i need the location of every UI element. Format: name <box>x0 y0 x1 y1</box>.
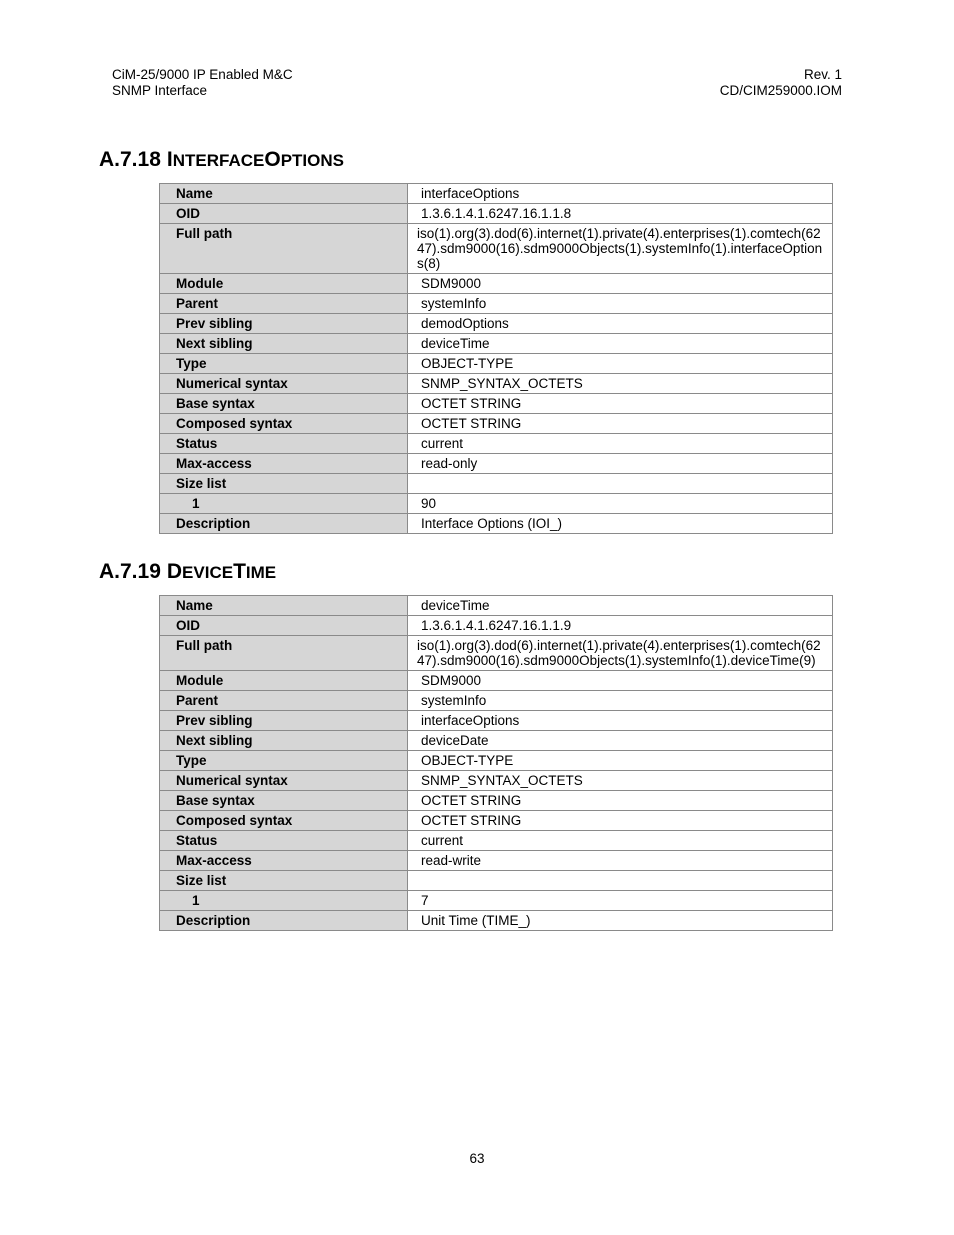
table-row <box>160 871 833 891</box>
table-row <box>160 596 833 616</box>
table-row <box>160 474 833 494</box>
property-value: OCTET STRING <box>408 811 833 831</box>
property-value: SDM9000 <box>408 671 833 691</box>
property-value: 90 <box>408 494 833 514</box>
table-row <box>160 691 833 711</box>
section-heading <box>99 560 276 584</box>
property-name: Base syntax <box>160 394 408 414</box>
property-name: Type <box>160 354 408 374</box>
property-value <box>408 474 833 494</box>
property-value: read-only <box>408 454 833 474</box>
property-name: Name <box>160 184 408 204</box>
property-value: OCTET STRING <box>408 394 833 414</box>
table-row <box>160 711 833 731</box>
property-value: 1.3.6.1.4.1.6247.16.1.1.8 <box>408 204 833 224</box>
property-value <box>408 871 833 891</box>
section-title-initial: O <box>264 148 281 171</box>
property-value: OBJECT-TYPE <box>408 354 833 374</box>
property-name: 1 <box>160 891 408 911</box>
property-name: Parent <box>160 691 408 711</box>
section-title-part: PTIONS <box>280 151 344 170</box>
property-value: deviceTime <box>408 334 833 354</box>
property-value: systemInfo <box>408 294 833 314</box>
property-name: Prev sibling <box>160 711 408 731</box>
property-value: iso(1).org(3).dod(6).internet(1).private(4).enterprises(1).comtech(6247).sdm9000(16).sdm9000Objects(1).systemInfo(1).deviceTime(9) <box>408 636 833 671</box>
property-name: Name <box>160 596 408 616</box>
table-row <box>160 204 833 224</box>
property-name: Module <box>160 274 408 294</box>
table-row <box>160 891 833 911</box>
property-value: Unit Time (TIME_) <box>408 911 833 931</box>
property-value: OCTET STRING <box>408 791 833 811</box>
property-name: OID <box>160 616 408 636</box>
property-name: Numerical syntax <box>160 771 408 791</box>
table-row <box>160 811 833 831</box>
running-header-right <box>720 67 842 99</box>
property-name: Next sibling <box>160 731 408 751</box>
property-value: SNMP_SYNTAX_OCTETS <box>408 374 833 394</box>
property-value: current <box>408 831 833 851</box>
property-name: Prev sibling <box>160 314 408 334</box>
section-number: A.7.19 <box>99 560 161 583</box>
section-heading <box>99 148 344 172</box>
property-name: Full path <box>160 224 408 274</box>
section-title-part: EVICE <box>182 563 234 582</box>
property-name: Size list <box>160 871 408 891</box>
section-title-initial: D <box>166 560 183 583</box>
property-name: OID <box>160 204 408 224</box>
property-name: Description <box>160 911 408 931</box>
property-value: OCTET STRING <box>408 414 833 434</box>
property-name: Description <box>160 514 408 534</box>
property-name: Type <box>160 751 408 771</box>
property-value: Interface Options (IOI_) <box>408 514 833 534</box>
table-row <box>160 294 833 314</box>
table-row <box>160 354 833 374</box>
document-title: CiM-25/9000 IP Enabled M&C <box>112 67 293 82</box>
property-name: Status <box>160 434 408 454</box>
property-value: 7 <box>408 891 833 911</box>
table-row <box>160 334 833 354</box>
property-value: deviceTime <box>408 596 833 616</box>
property-value: current <box>408 434 833 454</box>
table-row <box>160 494 833 514</box>
table-row <box>160 731 833 751</box>
property-value: OBJECT-TYPE <box>408 751 833 771</box>
revision-label: Rev. 1 <box>803 67 842 82</box>
document-number: CD/CIM259000.IOM <box>719 83 842 98</box>
table-row <box>160 791 833 811</box>
property-value: interfaceOptions <box>408 184 833 204</box>
table-row <box>160 514 833 534</box>
property-name: Base syntax <box>160 791 408 811</box>
table-row <box>160 394 833 414</box>
property-name: Status <box>160 831 408 851</box>
table-row <box>160 374 833 394</box>
section-title-initial: T <box>233 560 246 583</box>
table-row <box>160 434 833 454</box>
document-subtitle: SNMP Interface <box>112 83 208 98</box>
property-name: Max-access <box>160 454 408 474</box>
table-row <box>160 671 833 691</box>
property-value: interfaceOptions <box>408 711 833 731</box>
property-name: Parent <box>160 294 408 314</box>
property-value: systemInfo <box>408 691 833 711</box>
table-row <box>160 616 833 636</box>
property-name: Numerical syntax <box>160 374 408 394</box>
property-name: Module <box>160 671 408 691</box>
oid-property-table <box>159 595 833 931</box>
table-row <box>160 224 833 274</box>
oid-property-table <box>159 183 833 534</box>
property-name: Size list <box>160 474 408 494</box>
section-title-initial: I <box>166 148 173 171</box>
property-name: Full path <box>160 636 408 671</box>
table-row <box>160 771 833 791</box>
table-row <box>160 911 833 931</box>
property-name: 1 <box>160 494 408 514</box>
page-number: 63 <box>469 1151 485 1166</box>
table-row <box>160 636 833 671</box>
property-value: 1.3.6.1.4.1.6247.16.1.1.9 <box>408 616 833 636</box>
table-row <box>160 274 833 294</box>
property-value: iso(1).org(3).dod(6).internet(1).private(4).enterprises(1).comtech(6247).sdm9000(16).sdm9000Objects(1).systemInfo(1).interfaceOptions(8) <box>408 224 833 274</box>
section-number: A.7.18 <box>99 148 161 171</box>
table-row <box>160 314 833 334</box>
property-value: deviceDate <box>408 731 833 751</box>
table-row <box>160 454 833 474</box>
property-name: Next sibling <box>160 334 408 354</box>
property-value: SDM9000 <box>408 274 833 294</box>
property-name: Composed syntax <box>160 414 408 434</box>
property-value: SNMP_SYNTAX_OCTETS <box>408 771 833 791</box>
table-row <box>160 184 833 204</box>
property-name: Composed syntax <box>160 811 408 831</box>
table-row <box>160 751 833 771</box>
table-row <box>160 831 833 851</box>
section-title-part: IME <box>245 563 277 582</box>
table-row <box>160 851 833 871</box>
section-title-part: NTERFACE <box>172 151 265 170</box>
running-header-left <box>112 67 293 99</box>
property-value: read-write <box>408 851 833 871</box>
property-value: demodOptions <box>408 314 833 334</box>
property-name: Max-access <box>160 851 408 871</box>
table-row <box>160 414 833 434</box>
